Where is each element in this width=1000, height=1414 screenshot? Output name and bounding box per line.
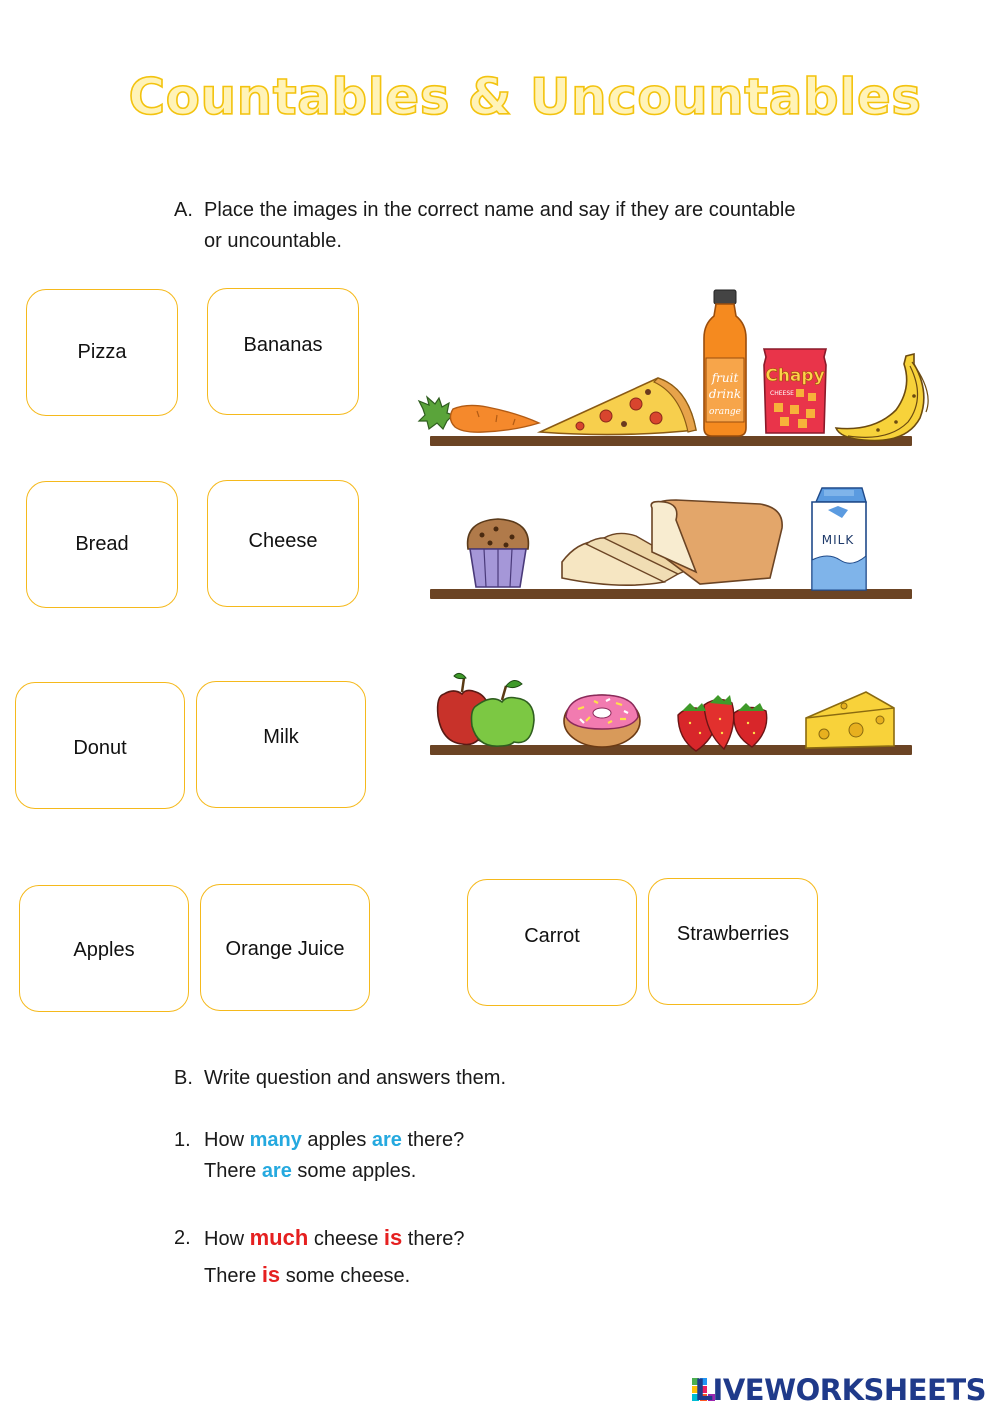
a2-part: some cheese. [280, 1265, 411, 1287]
q1-keyword-are: are [371, 1129, 402, 1151]
a1-part: There [204, 1160, 262, 1182]
orange-juice-bottle-image[interactable] [700, 288, 750, 438]
milk-carton-image[interactable] [808, 486, 870, 594]
example-2-answer [204, 1257, 465, 1294]
card-milk[interactable]: Milk [196, 681, 366, 808]
q1-keyword-many: many [249, 1129, 302, 1151]
card-pizza[interactable]: Pizza [26, 289, 178, 416]
q2-part: How [204, 1228, 250, 1250]
example-1-number: 1. [174, 1129, 191, 1151]
bread-image[interactable] [560, 498, 786, 590]
card-carrot[interactable]: Carrot [467, 879, 637, 1006]
example-2 [174, 1220, 465, 1294]
chips-flavor-text: CHEESE [770, 390, 794, 397]
a1-keyword-are: are [261, 1160, 292, 1182]
example-2-question [204, 1220, 465, 1257]
bottle-label-line-2: drink [708, 387, 742, 401]
carrot-image[interactable] [417, 395, 542, 440]
card-bread[interactable]: Bread [26, 481, 178, 608]
bottle-label-line-1: fruit [711, 371, 739, 385]
pizza-image[interactable] [538, 372, 698, 438]
a2-part: There [204, 1265, 262, 1287]
a2-keyword-is: is [261, 1262, 281, 1287]
bottle-label-line-3: orange [709, 407, 741, 417]
q1-part: apples [301, 1129, 372, 1151]
milk-carton-label: MILK [821, 533, 855, 547]
apples-image[interactable] [436, 670, 536, 748]
q2-keyword-much: much [249, 1225, 309, 1250]
muffin-image[interactable] [462, 515, 534, 591]
example-1 [174, 1125, 464, 1187]
liveworksheets-brand: LIVEWORKSHEETS [694, 1373, 986, 1407]
q1-part: there? [401, 1129, 465, 1151]
strawberries-image[interactable] [674, 693, 772, 757]
section-b-instructions [174, 1063, 506, 1094]
a1-part: some apples. [291, 1160, 417, 1182]
worksheet-title: Countables & Uncountables [128, 68, 922, 126]
card-apples[interactable]: Apples [19, 885, 189, 1012]
chips-bag-image[interactable] [760, 345, 830, 437]
card-bananas[interactable]: Bananas [207, 288, 359, 415]
section-a-line-1: Place the images in the correct name and say if they are countable [204, 199, 796, 221]
q2-part: there? [402, 1228, 465, 1250]
q2-part: cheese [308, 1228, 384, 1250]
card-donut[interactable]: Donut [15, 682, 185, 809]
example-2-number: 2. [174, 1227, 191, 1249]
example-1-question [204, 1125, 464, 1156]
section-b-text: Write question and answers them. [204, 1067, 507, 1089]
q2-keyword-is: is [383, 1225, 403, 1250]
section-a-instructions [174, 195, 795, 257]
section-a-line-2: or uncountable. [204, 230, 342, 252]
section-b-number: B. [174, 1067, 193, 1089]
card-strawberries[interactable]: Strawberries [648, 878, 818, 1005]
donut-image[interactable] [562, 689, 642, 749]
chips-brand-text: Chapy [765, 366, 825, 386]
example-1-answer [204, 1156, 464, 1187]
cheese-image[interactable] [804, 690, 896, 750]
q1-part: How [204, 1129, 250, 1151]
card-cheese[interactable]: Cheese [207, 480, 359, 607]
card-orange-juice[interactable]: Orange Juice [200, 884, 370, 1011]
bananas-image[interactable] [834, 352, 934, 444]
section-a-number: A. [174, 199, 193, 221]
